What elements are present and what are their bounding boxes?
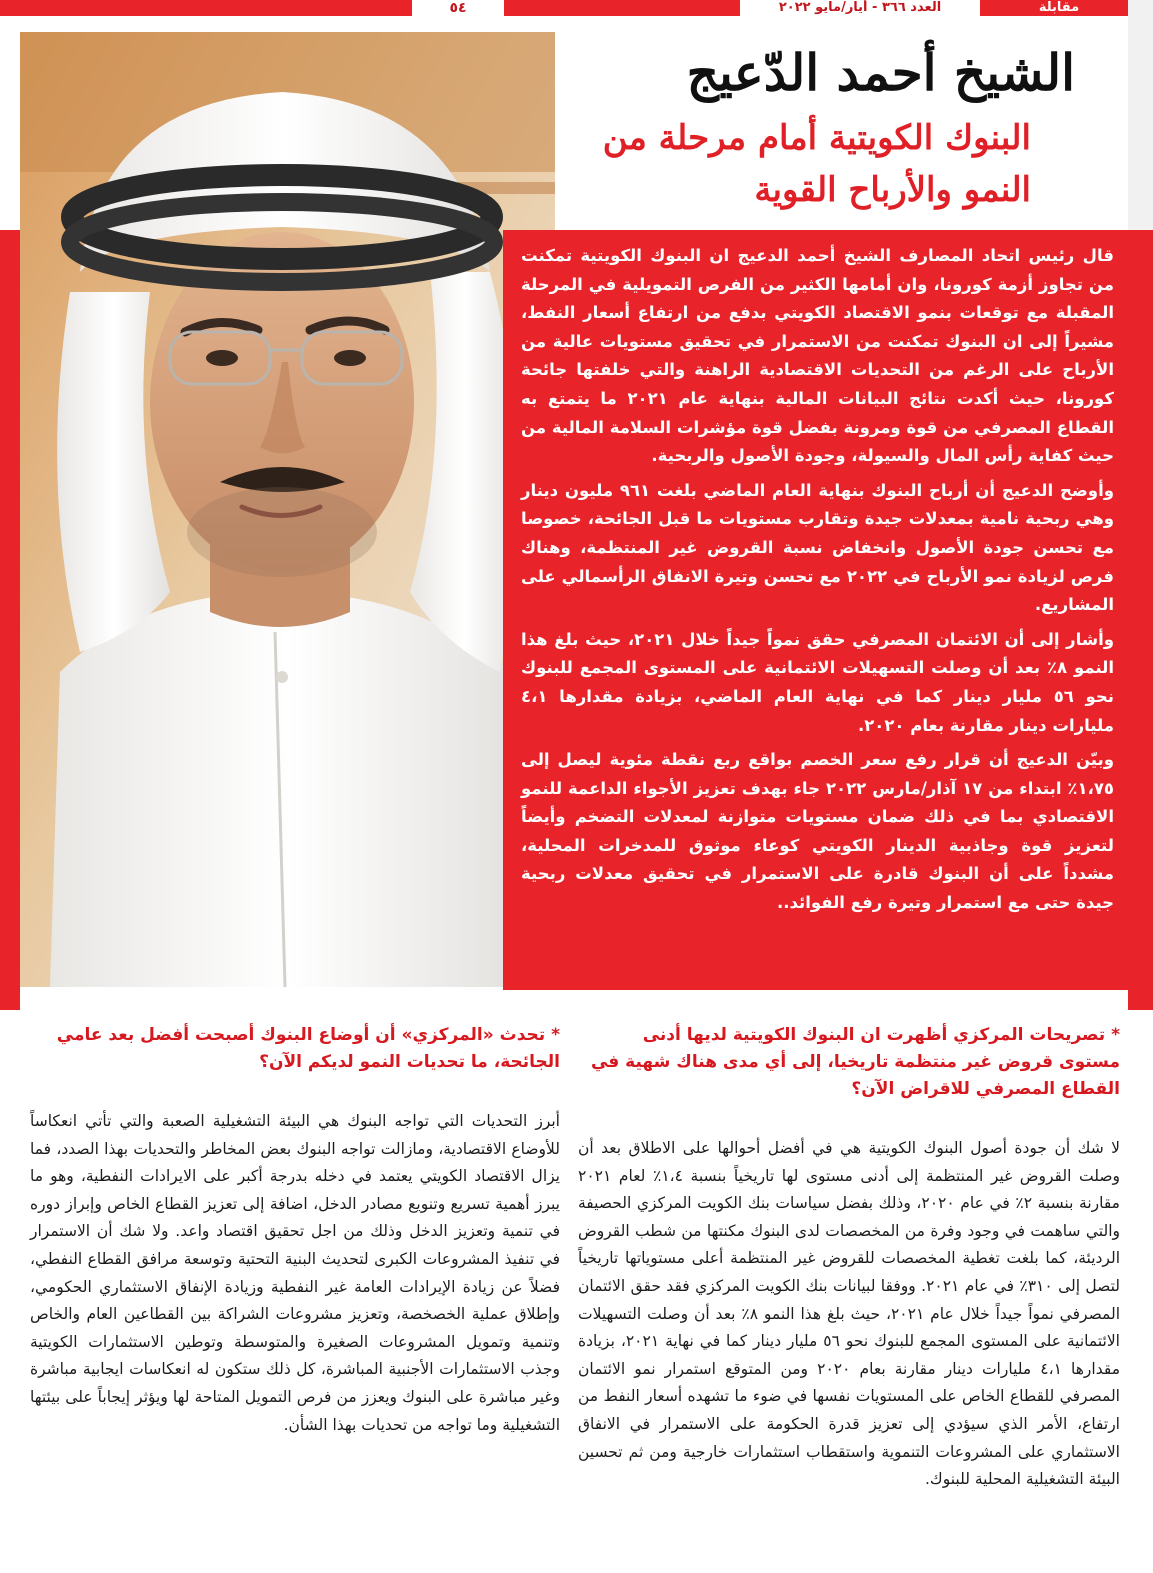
qa-column-left [30,1022,560,1439]
left-red-strip [0,230,20,1010]
page-number: ٥٤ [412,0,504,16]
article-subtitle: البنوك الكويتية أمام مرحلة من النمو والأرباح القوية [602,118,1031,210]
top-banner [0,0,1128,16]
section-label: مقابلة [1038,0,1080,15]
qa-column-right [578,1022,1120,1494]
intro-paragraph: وأشار إلى أن الائتمان المصرفي حقق نمواً جيداً خلال ٢٠٢١، حيث بلغ هذا النمو ٨٪ بعد أن وصلت التسهيلات الائتمانية على المستوى المجمع للبنوك نحو ٥٦ مليار دينار كما في نهاية العام الماضي، بزيادة مقدارها ٤،١ مليارات دينار مقارنة بعام ٢٠٢٠. [521,629,1114,735]
portrait-photo [20,32,555,987]
page-edge [1128,0,1153,230]
question-heading: * تحدث «المركزي» أن أوضاع البنوك أصبحت أفضل بعد عامي الجائحة، ما تحديات النمو لديكم الآن؟ [56,1025,560,1072]
answer-text: أبرز التحديات التي تواجه البنوك هي البيئة التشغيلية الصعبة والتي تأتي انعكاساً للأوضاع الاقتصادية، ومازالت تواجه البنوك بعض المخاطر والتحديات بهذا الصدد، فما يزال الاقتصاد الكويتي يعتمد في دخله بدرجة أكبر على الايرادات النفطية، وهو ما يبرز أهمية تسريع وتنويع مصادر الدخل، اضافة إلى تعزيز القطاع الخاص وإبراز دوره في تنمية وتعزيز الدخل وذلك من اجل تحقيق اقتصاد واعد. ولا شك أن الاستمرار في تنفيذ المشروعات الكبرى لتحديث البنية التحتية وتوسعة مرافق القطاع النفطي، فضلاً عن زيادة الإيرادات العامة غير النفطية وزيادة الإنفاق الاستثماري الحكومي، وإطلاق عملية الخصخصة، وتعزيز مشروعات الشراكة بين القطاعين العام والخاص وتنمية وتمويل المشروعات الصغيرة والمتوسطة وتوطين الاستثمارات الكويتية وجذب الاستثمارات الأجنبية المباشرة، كل ذلك ستكون له انعكاسات ايجابية مباشرة وغير مباشرة على البنوك ويعزز من فرص التمويل المتاحة لها ويؤثر إيجاباً على بيئتها التشغيلية وما تواجه من تحديات بهذا الشأن. [30,1112,560,1434]
intro-paragraph: وأوضح الدعيج أن أرباح البنوك بنهاية العام الماضي بلغت ٩٦١ مليون دينار وهي ربحية نامية بمعدلات جيدة وتقارب مستويات ما قبل الجائحة، خصوصا مع تحسن جودة الأصول وانخفاض نسبة القروض غير المنتظمة، وهناك فرص لزيادة نمو الأرباح في ٢٠٢٢ مع تحسن وتيرة الانفاق الرأسمالي على المشاريع. [521,480,1114,615]
intro-paragraph: قال رئيس اتحاد المصارف الشيخ أحمد الدعيج ان البنوك الكويتية تمكنت من تجاوز أزمة كورونا، وان أمامها الكثير من الفرص التمويلية في المرحلة المقبلة مع توقعات بنمو الاقتصاد الكويتي بدفع من ارتفاع أسعار النفط، مشيراً إلى ان البنوك تمكنت من الاستمرار في تحقيق مستويات عالية من الأرباح على الرغم من التحديات الاقتصادية الراهنة والتي خلفتها جائحة كورونا، حيث أكدت نتائج البيانات المالية بنهاية عام ٢٠٢١ ما يتمتع به القطاع المصرفي من قوة ومرونة بفضل قوة مؤشرات السلامة المالية من حيث كفاية رأس المال والسيولة، وجودة الأصول والربحية. [521,246,1114,466]
answer-text: لا شك أن جودة أصول البنوك الكويتية هي في أفضل أحوالها على الاطلاق بعد أن وصلت القروض غير المنتظمة إلى أدنى مستوى لها تاريخياً بنسبة ١،٤٪ لعام ٢٠٢١ مقارنة بنسبة ٢٪ في عام ٢٠٢٠، وذلك بفضل سياسات بنك الكويت المركزي الحصيفة والتي ساهمت في وجود وفرة من المخصصات لدى البنوك مكنتها من شطب القروض الرديئة، كما بلغت تغطية المخصصات للقروض غير المنتظمة أعلى مستوياتها تاريخياً لتصل إلى ٣١٠٪ في عام ٢٠٢١. ووفقا لبيانات بنك الكويت المركزي فقد حقق الائتمان المصرفي نمواً جيداً خلال عام ٢٠٢١، حيث بلغ هذا النمو ٨٪ بعد أن وصلت التسهيلات الائتمانية على المستوى المجمع للبنوك نحو ٥٦ مليار دينار كما في نهاية ٢٠٢١، بزيادة مقدارها ٤،١ مليارات دينار مقارنة بعام ٢٠٢٠ ومن المتوقع استمرار نمو الائتمان المصرفي للقطاع الخاص على المستويات نفسها في ضوء ما تشهده أسعار النفط من ارتفاع، الأمر الذي سيؤدي إلى تعزيز قدرة الحكومة على الاستمرار في الانفاق الاستثماري على المشروعات التنموية واستقطاب استثمارات خارجية ومن ثم تحسين البيئة التشغيلية المحلية للبنوك. [578,1139,1120,1489]
question-heading: * تصريحات المركزي أظهرت ان البنوك الكويتية لديها أدنى مستوى قروض غير منتظمة تاريخيا، إلى أي مدى هناك شهية في القطاع المصرفي للاقراض الآن؟ [590,1025,1120,1099]
intro-box [503,230,1128,990]
issue-info: العدد ٣٦٦ - أيار/مايو ٢٠٢٢ [740,0,980,16]
right-red-strip [1128,230,1153,1010]
portrait-illustration [20,32,555,987]
intro-paragraph: وبيّن الدعيج أن قرار رفع سعر الخصم بواقع ربع نقطة مئوية ليصل إلى ١،٧٥٪ ابتداء من ١٧ آذار/مارس ٢٠٢٢ جاء بهدف تعزيز الأجواء الداعمة للنمو الاقتصادي بما في ذلك ضمان مستويات متوازنة لمعدلات التضخم وأيضاً لتعزيز قوة وجاذبية الدينار الكويتي كوعاء موثوق للمدخرات المحلية، مشدداً على أن البنوك قادرة على الاستمرار في تحقيق معدلات ربحية جيدة حتى مع استمرار وتيرة رفع الفوائد.. [521,750,1114,913]
interviewee-name: الشيخ أحمد الدّعيج [686,43,1075,102]
